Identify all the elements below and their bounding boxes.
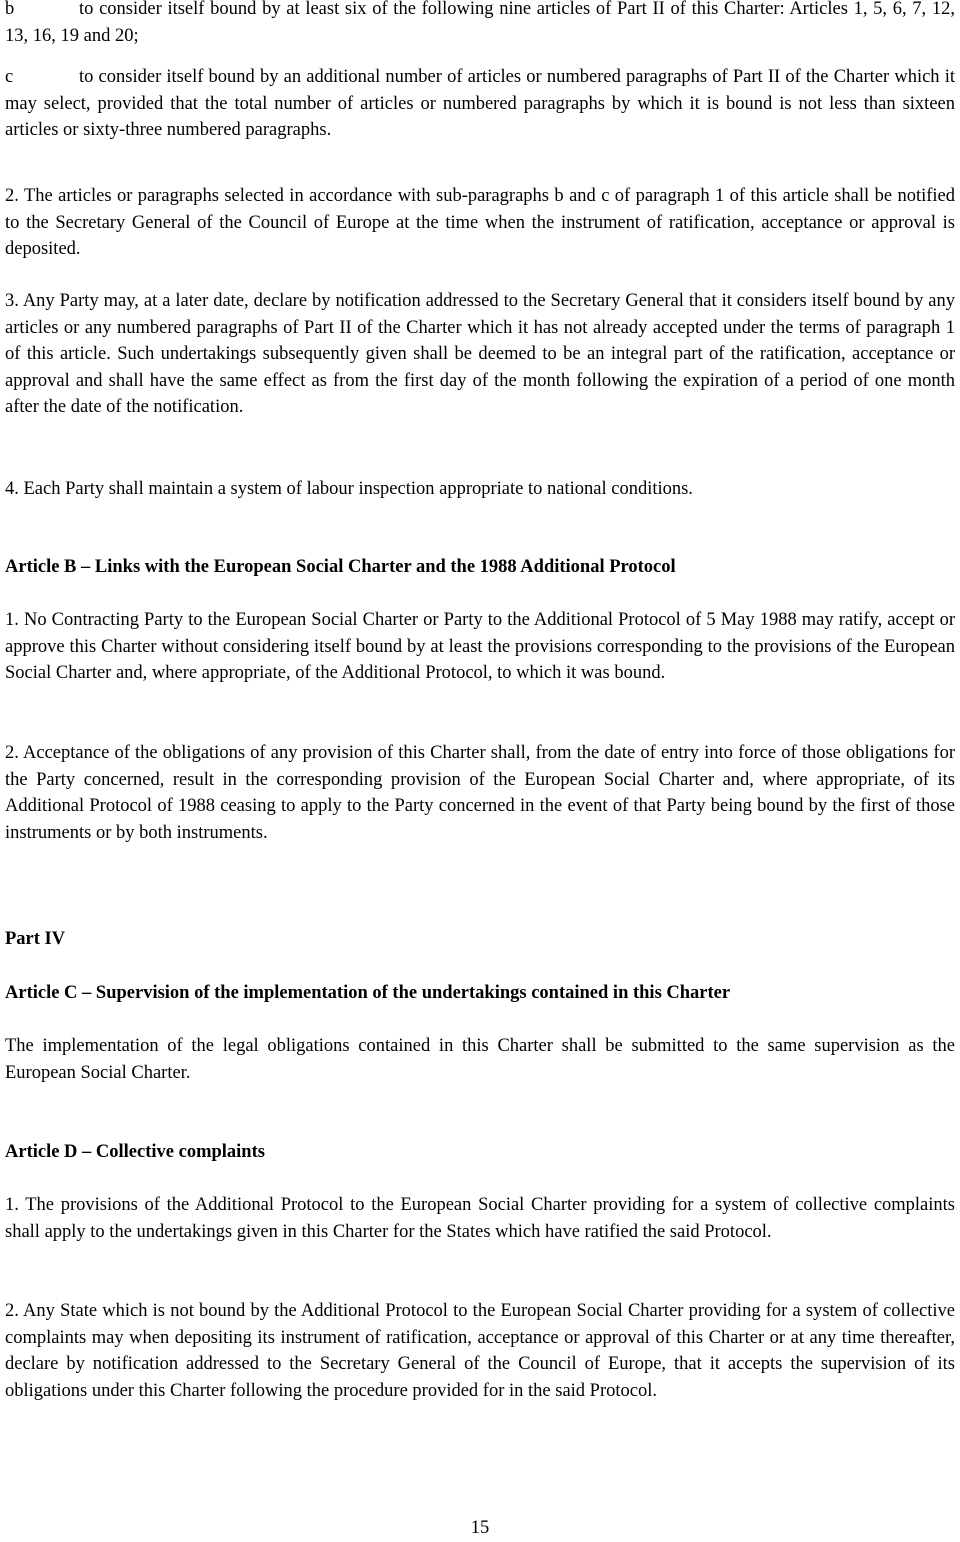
part-heading: Part IV — [5, 929, 66, 949]
article-d-paragraph-1: 1. The provisions of the Additional Protocol to the European Social Charter providing for a system of collective complaints shall apply to the undertakings given in this Charter for the States which have ratified the said Protocol. — [5, 1195, 955, 1242]
article-b-paragraph-1: 1. No Contracting Party to the European Social Charter or Party to the Additional Protocol of 5 May 1988 may ratify, accept or approve this Charter without considering itself bound by at least the provisions corresponding to the provisions of the European Social Charter and, where appropriate, of the Additional Protocol, to which it was bound. — [5, 610, 955, 683]
list-item-text: to consider itself bound by at least six of the following nine articles of Part II of this Charter: Articles 1, 5, 6, 7, 12, 13, 16, 19 and 20; — [5, 0, 955, 46]
article-b-heading: Article B – Links with the European Social Charter and the 1988 Additional Protocol — [5, 557, 676, 577]
article-b-paragraph-2: 2. Acceptance of the obligations of any provision of this Charter shall, from the date of entry into force of those obligations for the Party concerned, result in the corresponding provision of the European Social Charter and, where appropriate, of its Additional Protocol of 1988 ceasing to apply to the Party concerned in the event of that Party being bound by the first of those instruments or by both instruments. — [5, 743, 955, 843]
list-marker: c — [5, 67, 14, 87]
article-a-paragraph-3: 3. Any Party may, at a later date, declare by notification addressed to the Secretary General that it considers itself bound by any articles or any numbered paragraphs of Part II of the Charter which it has not already accepted under the terms of paragraph 1 of this article. Such undertakings subsequently given shall be deemed to be an integral part of the ratification, acceptance or approval and shall have the same effect as from the first day of the month following the expiration of a period of one month after the date of the notification. — [5, 291, 955, 417]
article-a-paragraph-4: 4. Each Party shall maintain a system of labour inspection appropriate to national conditions. — [5, 479, 693, 499]
list-marker: b — [5, 0, 15, 19]
list-item-c — [5, 64, 955, 144]
article-d-paragraph-2: 2. Any State which is not bound by the Additional Protocol to the European Social Charter providing for a system of collective complaints may when depositing its instrument of ratification, acceptance or approval of this Charter or at any time thereafter, declare by notification addressed to the Secretary General of the Council of Europe, that it accepts the supervision of its obligations under this Charter following the procedure provided for in the said Protocol. — [5, 1301, 955, 1401]
page-number: 15 — [470, 1518, 490, 1538]
article-c-paragraph-1: The implementation of the legal obligations contained in this Charter shall be submitted to the same supervision as the European Social Charter. — [5, 1036, 955, 1083]
article-a-paragraph-2: 2. The articles or paragraphs selected in accordance with sub-paragraphs b and c of paragraph 1 of this article shall be notified to the Secretary General of the Council of Europe at the time when the instrument of ratification, acceptance or approval is deposited. — [5, 186, 955, 259]
list-item-b — [5, 0, 955, 49]
list-item-text: to consider itself bound by an additional number of articles or numbered paragraphs of Part II of the Charter which it may select, provided that the total number of articles or numbered paragraphs by which it is bound is not less than sixteen articles or sixty-three numbered paragraphs. — [5, 67, 955, 140]
article-c-heading: Article C – Supervision of the implementation of the undertakings contained in this Charter — [5, 983, 731, 1003]
article-d-heading: Article D – Collective complaints — [5, 1142, 265, 1162]
